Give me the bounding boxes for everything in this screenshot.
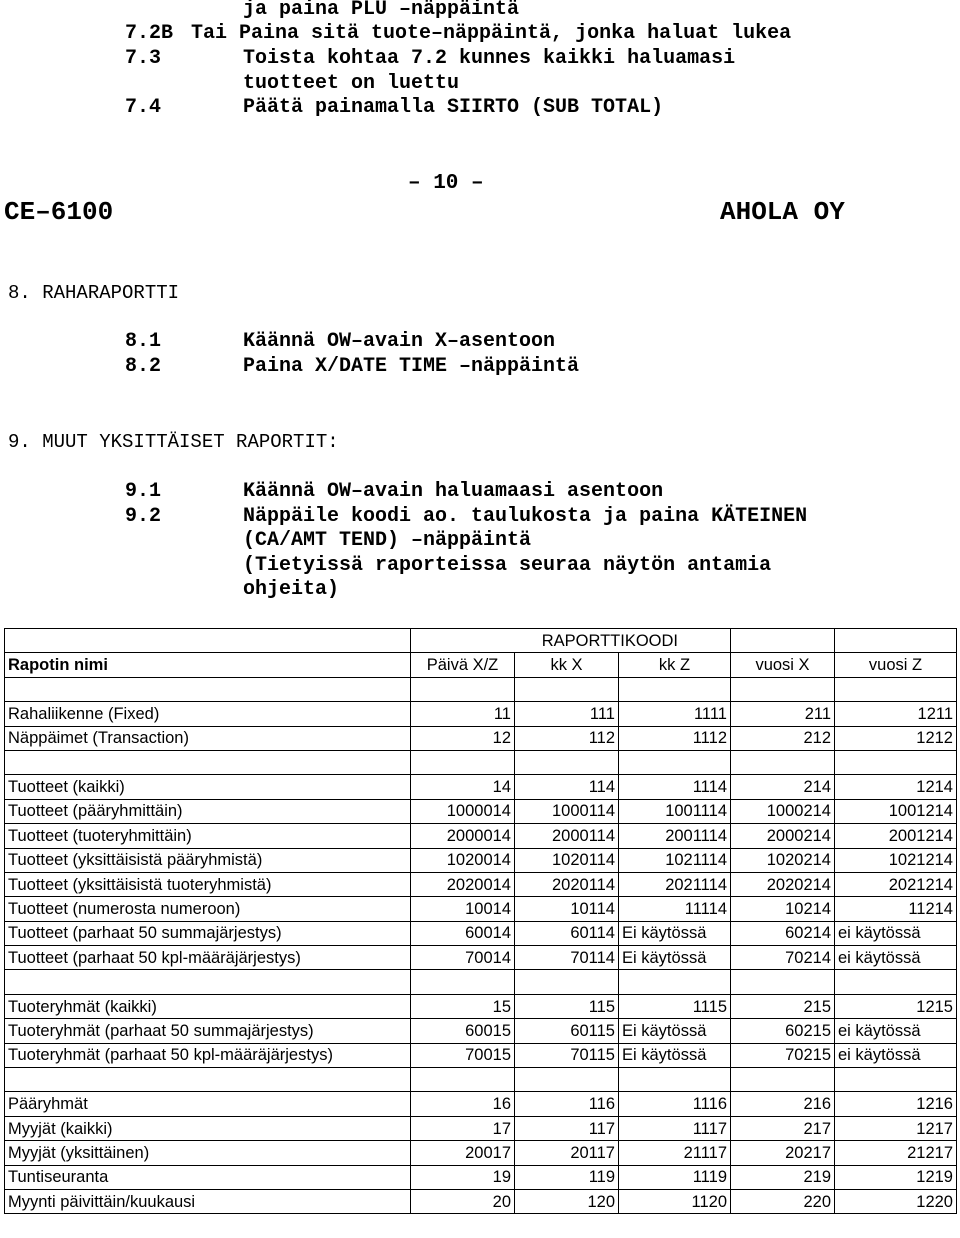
report-code-cell: 220 [731, 1189, 835, 1213]
report-name-cell: Tuotteet (numerosta numeroon) [5, 897, 411, 921]
report-code-cell: 2020214 [731, 872, 835, 896]
table-row [5, 848, 957, 872]
report-name-cell: Tuotteet (pääryhmittäin) [5, 799, 411, 823]
report-name-cell: Tuoteryhmät (parhaat 50 summajärjestys) [5, 1019, 411, 1043]
page-number: – 10 – [408, 172, 484, 195]
spacer-cell [5, 970, 411, 994]
spacer-cell [5, 677, 411, 701]
step-text: Näppäile koodi ao. taulukosta ja paina KÄTEINEN [243, 505, 808, 528]
table-row [5, 1189, 957, 1213]
table-row [5, 824, 957, 848]
step-number: 9.1 [125, 480, 162, 503]
report-name-cell: Tuoteryhmät (parhaat 50 kpl-määräjärjestys) [5, 1043, 411, 1067]
report-code-cell: 1212 [835, 726, 957, 750]
step-text: Tai Paina sitä tuote–näppäintä, jonka haluat lukea [191, 22, 792, 45]
report-code-cell: Ei käytössä [619, 1019, 731, 1043]
step-text: Paina X/DATE TIME –näppäintä [243, 355, 580, 378]
report-code-cell: 2001214 [835, 824, 957, 848]
spacer-cell [731, 970, 835, 994]
step-8-2 [125, 355, 579, 379]
table-row [5, 994, 957, 1018]
header-blank-cell [731, 629, 835, 653]
report-name-cell: Myynti päivittäin/kuukausi [5, 1189, 411, 1213]
table-spacer-row [5, 1068, 957, 1092]
report-code-cell: 212 [731, 726, 835, 750]
report-code-cell: 1211 [835, 702, 957, 726]
report-code-cell: 60014 [411, 921, 515, 945]
column-header-day: Päivä X/Z [411, 653, 515, 677]
report-code-cell: 116 [515, 1092, 619, 1116]
spacer-cell [619, 750, 731, 774]
spacer-cell [835, 970, 957, 994]
table-row [5, 799, 957, 823]
report-code-cell: 1119 [619, 1165, 731, 1189]
column-header-year-x: vuosi X [731, 653, 835, 677]
step-number: 7.3 [125, 47, 162, 70]
report-code-cell: 2020114 [515, 872, 619, 896]
report-code-cell: 215 [731, 994, 835, 1018]
report-code-cell: 11114 [619, 897, 731, 921]
report-name-cell: Tuotteet (kaikki) [5, 775, 411, 799]
table-row [5, 1165, 957, 1189]
step-text: tuotteet on luettu [243, 72, 460, 95]
step-9-1 [125, 480, 663, 504]
report-code-cell: 1219 [835, 1165, 957, 1189]
report-code-cell: Ei käytössä [619, 946, 731, 970]
report-code-cell: 60115 [515, 1019, 619, 1043]
step-7-2b [125, 22, 791, 46]
report-code-cell: 219 [731, 1165, 835, 1189]
report-code-cell: ei käytössä [835, 921, 957, 945]
spacer-cell [515, 677, 619, 701]
column-header-month-z: kk Z [619, 653, 731, 677]
report-name-cell: Myyjät (kaikki) [5, 1116, 411, 1140]
report-code-cell: ei käytössä [835, 1043, 957, 1067]
report-code-cell: Ei käytössä [619, 1043, 731, 1067]
report-code-cell: 11214 [835, 897, 957, 921]
report-code-cell: 2001114 [619, 824, 731, 848]
report-code-cell: 20217 [731, 1141, 835, 1165]
report-code-cell: 217 [731, 1116, 835, 1140]
step-8-1 [125, 330, 555, 354]
spacer-cell [835, 677, 957, 701]
step-9-2-line-2: (CA/AMT TEND) –näppäintä [243, 529, 532, 552]
report-code-cell: 1000214 [731, 799, 835, 823]
report-code-cell: 1020214 [731, 848, 835, 872]
section-8-title: 8. RAHARAPORTTI [8, 282, 180, 304]
step-text: ja paina PLU –näppäintä [243, 0, 520, 21]
step-7-4 [125, 96, 663, 120]
report-code-cell: 20 [411, 1189, 515, 1213]
report-code-cell: 119 [515, 1165, 619, 1189]
step-7-1-continued [125, 0, 519, 22]
step-number: 8.2 [125, 355, 162, 378]
report-code-cell: 70015 [411, 1043, 515, 1067]
report-code-cell: 1000114 [515, 799, 619, 823]
report-code-cell: 14 [411, 775, 515, 799]
report-code-cell: 70114 [515, 946, 619, 970]
report-code-cell: 1111 [619, 702, 731, 726]
step-text: Päätä painamalla SIIRTO (SUB TOTAL) [243, 96, 664, 119]
report-code-cell: 1120 [619, 1189, 731, 1213]
table-row [5, 1116, 957, 1140]
report-name-cell: Pääryhmät [5, 1092, 411, 1116]
report-code-cell: 1117 [619, 1116, 731, 1140]
table-spacer-row [5, 750, 957, 774]
spacer-cell [835, 1068, 957, 1092]
report-code-cell: 2000014 [411, 824, 515, 848]
report-code-cell: 1001114 [619, 799, 731, 823]
report-code-cell: 15 [411, 994, 515, 1018]
step-text: Toista kohtaa 7.2 kunnes kaikki haluamasi [243, 47, 736, 70]
report-code-cell: 1021214 [835, 848, 957, 872]
table-row [5, 946, 957, 970]
table-row [5, 872, 957, 896]
step-text: Käännä OW–avain X–asentoon [243, 330, 556, 353]
spacer-cell [411, 970, 515, 994]
report-code-cell: 2020014 [411, 872, 515, 896]
header-company: AHOLA OY [720, 197, 845, 227]
header-model: CE–6100 [4, 197, 114, 227]
report-code-cell: ei käytössä [835, 1019, 957, 1043]
report-code-cell: 2000214 [731, 824, 835, 848]
report-code-cell: 10114 [515, 897, 619, 921]
report-name-cell: Tuotteet (yksittäisistä tuoteryhmistä) [5, 872, 411, 896]
report-name-cell: Näppäimet (Transaction) [5, 726, 411, 750]
group-header-raporttikoodi: RAPORTTIKOODI [411, 629, 731, 653]
table-row [5, 775, 957, 799]
column-header-report-name: Rapotin nimi [5, 653, 411, 677]
spacer-cell [515, 970, 619, 994]
report-code-cell: 1112 [619, 726, 731, 750]
report-name-cell: Myyjät (yksittäinen) [5, 1141, 411, 1165]
report-code-cell: ei käytössä [835, 946, 957, 970]
report-code-cell: 1114 [619, 775, 731, 799]
report-code-cell: 114 [515, 775, 619, 799]
report-code-cell: 70115 [515, 1043, 619, 1067]
report-code-cell: 11 [411, 702, 515, 726]
report-code-cell: 214 [731, 775, 835, 799]
report-code-cell: 1216 [835, 1092, 957, 1116]
report-code-cell: 1020114 [515, 848, 619, 872]
spacer-cell [619, 970, 731, 994]
report-code-cell: 1000014 [411, 799, 515, 823]
report-code-cell: 10214 [731, 897, 835, 921]
column-header-month-x: kk X [515, 653, 619, 677]
step-9-2-line-3: (Tietyissä raporteissa seuraa näytön antamia [243, 554, 772, 577]
report-code-cell: 112 [515, 726, 619, 750]
report-code-cell: 216 [731, 1092, 835, 1116]
report-code-cell: 2021214 [835, 872, 957, 896]
table-row [5, 702, 957, 726]
spacer-cell [411, 750, 515, 774]
table-spacer-row [5, 677, 957, 701]
report-code-cell: 1115 [619, 994, 731, 1018]
table-row [5, 897, 957, 921]
report-name-cell: Tuoteryhmät (kaikki) [5, 994, 411, 1018]
step-7-3 [125, 47, 735, 71]
table-group-header-row [5, 629, 957, 653]
report-code-cell: 70014 [411, 946, 515, 970]
report-code-cell: 19 [411, 1165, 515, 1189]
step-number: 8.1 [125, 330, 162, 353]
report-code-cell: 111 [515, 702, 619, 726]
report-code-cell: 16 [411, 1092, 515, 1116]
report-code-cell: 17 [411, 1116, 515, 1140]
header-blank-cell [835, 629, 957, 653]
table-row [5, 921, 957, 945]
spacer-cell [411, 1068, 515, 1092]
report-code-cell: 21217 [835, 1141, 957, 1165]
report-code-cell: 60114 [515, 921, 619, 945]
step-text: Käännä OW–avain haluamaasi asentoon [243, 480, 664, 503]
spacer-cell [731, 750, 835, 774]
step-9-2 [125, 505, 807, 529]
report-code-cell: 1021114 [619, 848, 731, 872]
report-code-cell: 2021114 [619, 872, 731, 896]
table-spacer-row [5, 970, 957, 994]
report-code-cell: 1217 [835, 1116, 957, 1140]
spacer-cell [731, 677, 835, 701]
spacer-cell [619, 677, 731, 701]
report-code-cell: 120 [515, 1189, 619, 1213]
table-column-header-row [5, 653, 957, 677]
spacer-cell [619, 1068, 731, 1092]
spacer-cell [515, 750, 619, 774]
step-number: 7.2B [125, 22, 174, 45]
table-row [5, 1141, 957, 1165]
report-name-cell: Tuotteet (parhaat 50 kpl-määräjärjestys) [5, 946, 411, 970]
section-9-title: 9. MUUT YKSITTÄISET RAPORTIT: [8, 431, 339, 453]
step-9-2-line-4: ohjeita) [243, 578, 340, 601]
header-blank-cell [5, 629, 411, 653]
report-name-cell: Tuotteet (tuoteryhmittäin) [5, 824, 411, 848]
report-code-cell: Ei käytössä [619, 921, 731, 945]
report-code-cell: 1220 [835, 1189, 957, 1213]
column-header-year-z: vuosi Z [835, 653, 957, 677]
report-code-cell: 70215 [731, 1043, 835, 1067]
report-code-cell: 70214 [731, 946, 835, 970]
spacer-cell [5, 1068, 411, 1092]
table-row [5, 726, 957, 750]
report-code-cell: 20117 [515, 1141, 619, 1165]
step-number: 7.4 [125, 96, 162, 119]
report-code-cell: 1001214 [835, 799, 957, 823]
spacer-cell [731, 1068, 835, 1092]
report-code-cell: 60015 [411, 1019, 515, 1043]
report-name-cell: Tuntiseuranta [5, 1165, 411, 1189]
report-code-cell: 60215 [731, 1019, 835, 1043]
spacer-cell [835, 750, 957, 774]
report-name-cell: Tuotteet (parhaat 50 summajärjestys) [5, 921, 411, 945]
spacer-cell [5, 750, 411, 774]
report-code-cell: 10014 [411, 897, 515, 921]
report-code-cell: 1215 [835, 994, 957, 1018]
report-code-cell: 117 [515, 1116, 619, 1140]
report-code-cell: 20017 [411, 1141, 515, 1165]
report-code-cell: 12 [411, 726, 515, 750]
spacer-cell [411, 677, 515, 701]
report-code-cell: 21117 [619, 1141, 731, 1165]
report-name-cell: Rahaliikenne (Fixed) [5, 702, 411, 726]
report-code-cell: 115 [515, 994, 619, 1018]
report-code-cell: 2000114 [515, 824, 619, 848]
report-code-cell: 1214 [835, 775, 957, 799]
step-number: 9.2 [125, 505, 162, 528]
spacer-cell [515, 1068, 619, 1092]
table-row [5, 1043, 957, 1067]
report-code-cell: 211 [731, 702, 835, 726]
table-row [5, 1092, 957, 1116]
table-row [5, 1019, 957, 1043]
report-code-cell: 1020014 [411, 848, 515, 872]
report-name-cell: Tuotteet (yksittäisistä pääryhmistä) [5, 848, 411, 872]
report-code-table [4, 628, 957, 1214]
step-7-3-continued [125, 72, 459, 96]
report-code-cell: 1116 [619, 1092, 731, 1116]
report-code-cell: 60214 [731, 921, 835, 945]
